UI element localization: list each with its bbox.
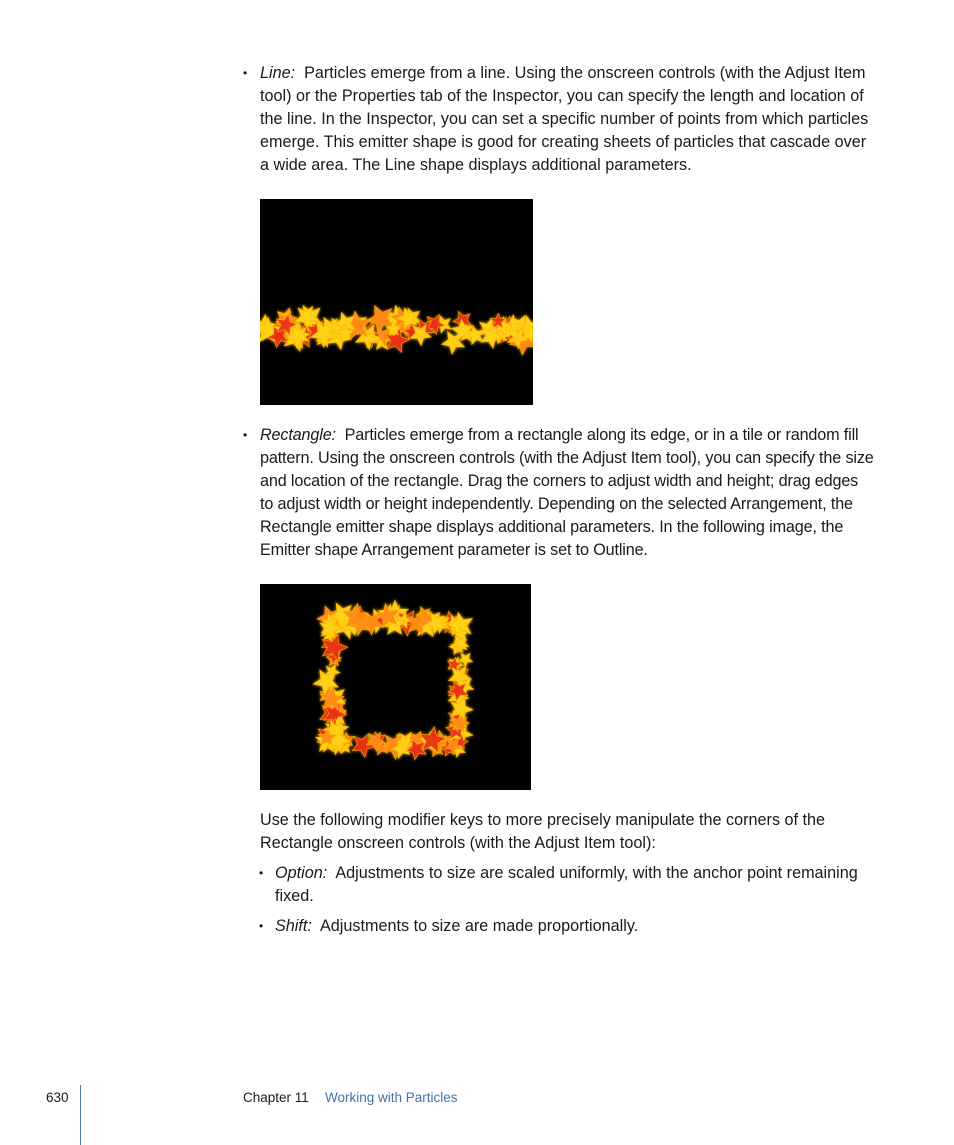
footer-divider	[80, 1085, 81, 1145]
term-shift: Shift:	[275, 917, 312, 935]
bullet-rectangle	[243, 424, 875, 562]
term-option: Option:	[275, 864, 328, 882]
bullet-rectangle-text: Particles emerge from a rectangle along its edge, or in a tile or random fill pattern. Using the onscreen controls (with the Adjust Item tool), you can specify the size and location of the rectangle. Drag the corners to adjust width and height; drag edges to adjust width or height independently. Depending on the selected Arrangement, the Rectangle emitter shape displays additional parameters. In the following image, the Emitter shape Arrangement parameter is set to Outline.	[260, 426, 874, 559]
bullet-rectangle-paragraph	[260, 424, 875, 562]
line-emitter-image	[260, 199, 533, 405]
bullet-line-text: Particles emerge from a line. Using the onscreen controls (with the Adjust Item tool) or the Properties tab of the Inspector, you can specify the length and location of the line. In the Inspector, you can set a specific number of points from which particles emerge. This emitter shape is good for creating sheets of particles that cascade over a wide area. The Line shape displays additional parameters.	[260, 64, 869, 174]
modifier-shift-text: Adjustments to size are made proportionally.	[320, 917, 639, 935]
chapter-label: Chapter 11	[243, 1090, 309, 1105]
term-rectangle: Rectangle:	[260, 426, 336, 444]
line-particles	[260, 199, 533, 405]
bullet-dot: •	[243, 66, 248, 80]
modifier-shift-paragraph	[275, 915, 879, 938]
bullet-dot: •	[259, 919, 264, 933]
bullet-dot: •	[243, 428, 248, 442]
modifier-option-text: Adjustments to size are scaled uniformly, with the anchor point remaining fixed.	[275, 864, 858, 905]
modifier-option-paragraph	[275, 862, 879, 908]
modifier-option	[259, 862, 879, 908]
bullet-dot: •	[259, 866, 264, 880]
rectangle-emitter-image	[260, 584, 531, 790]
term-line: Line:	[260, 64, 296, 82]
page-number: 630	[46, 1090, 69, 1105]
rectangle-particles	[260, 584, 531, 790]
modifier-shift	[259, 915, 879, 938]
chapter-title-link[interactable]: Working with Particles	[325, 1090, 458, 1105]
modifier-intro: Use the following modifier keys to more precisely manipulate the corners of the Rectangle onscreen controls (with the Adjust Item tool):	[260, 811, 826, 852]
bullet-line	[243, 62, 875, 177]
bullet-line-paragraph	[260, 62, 875, 177]
